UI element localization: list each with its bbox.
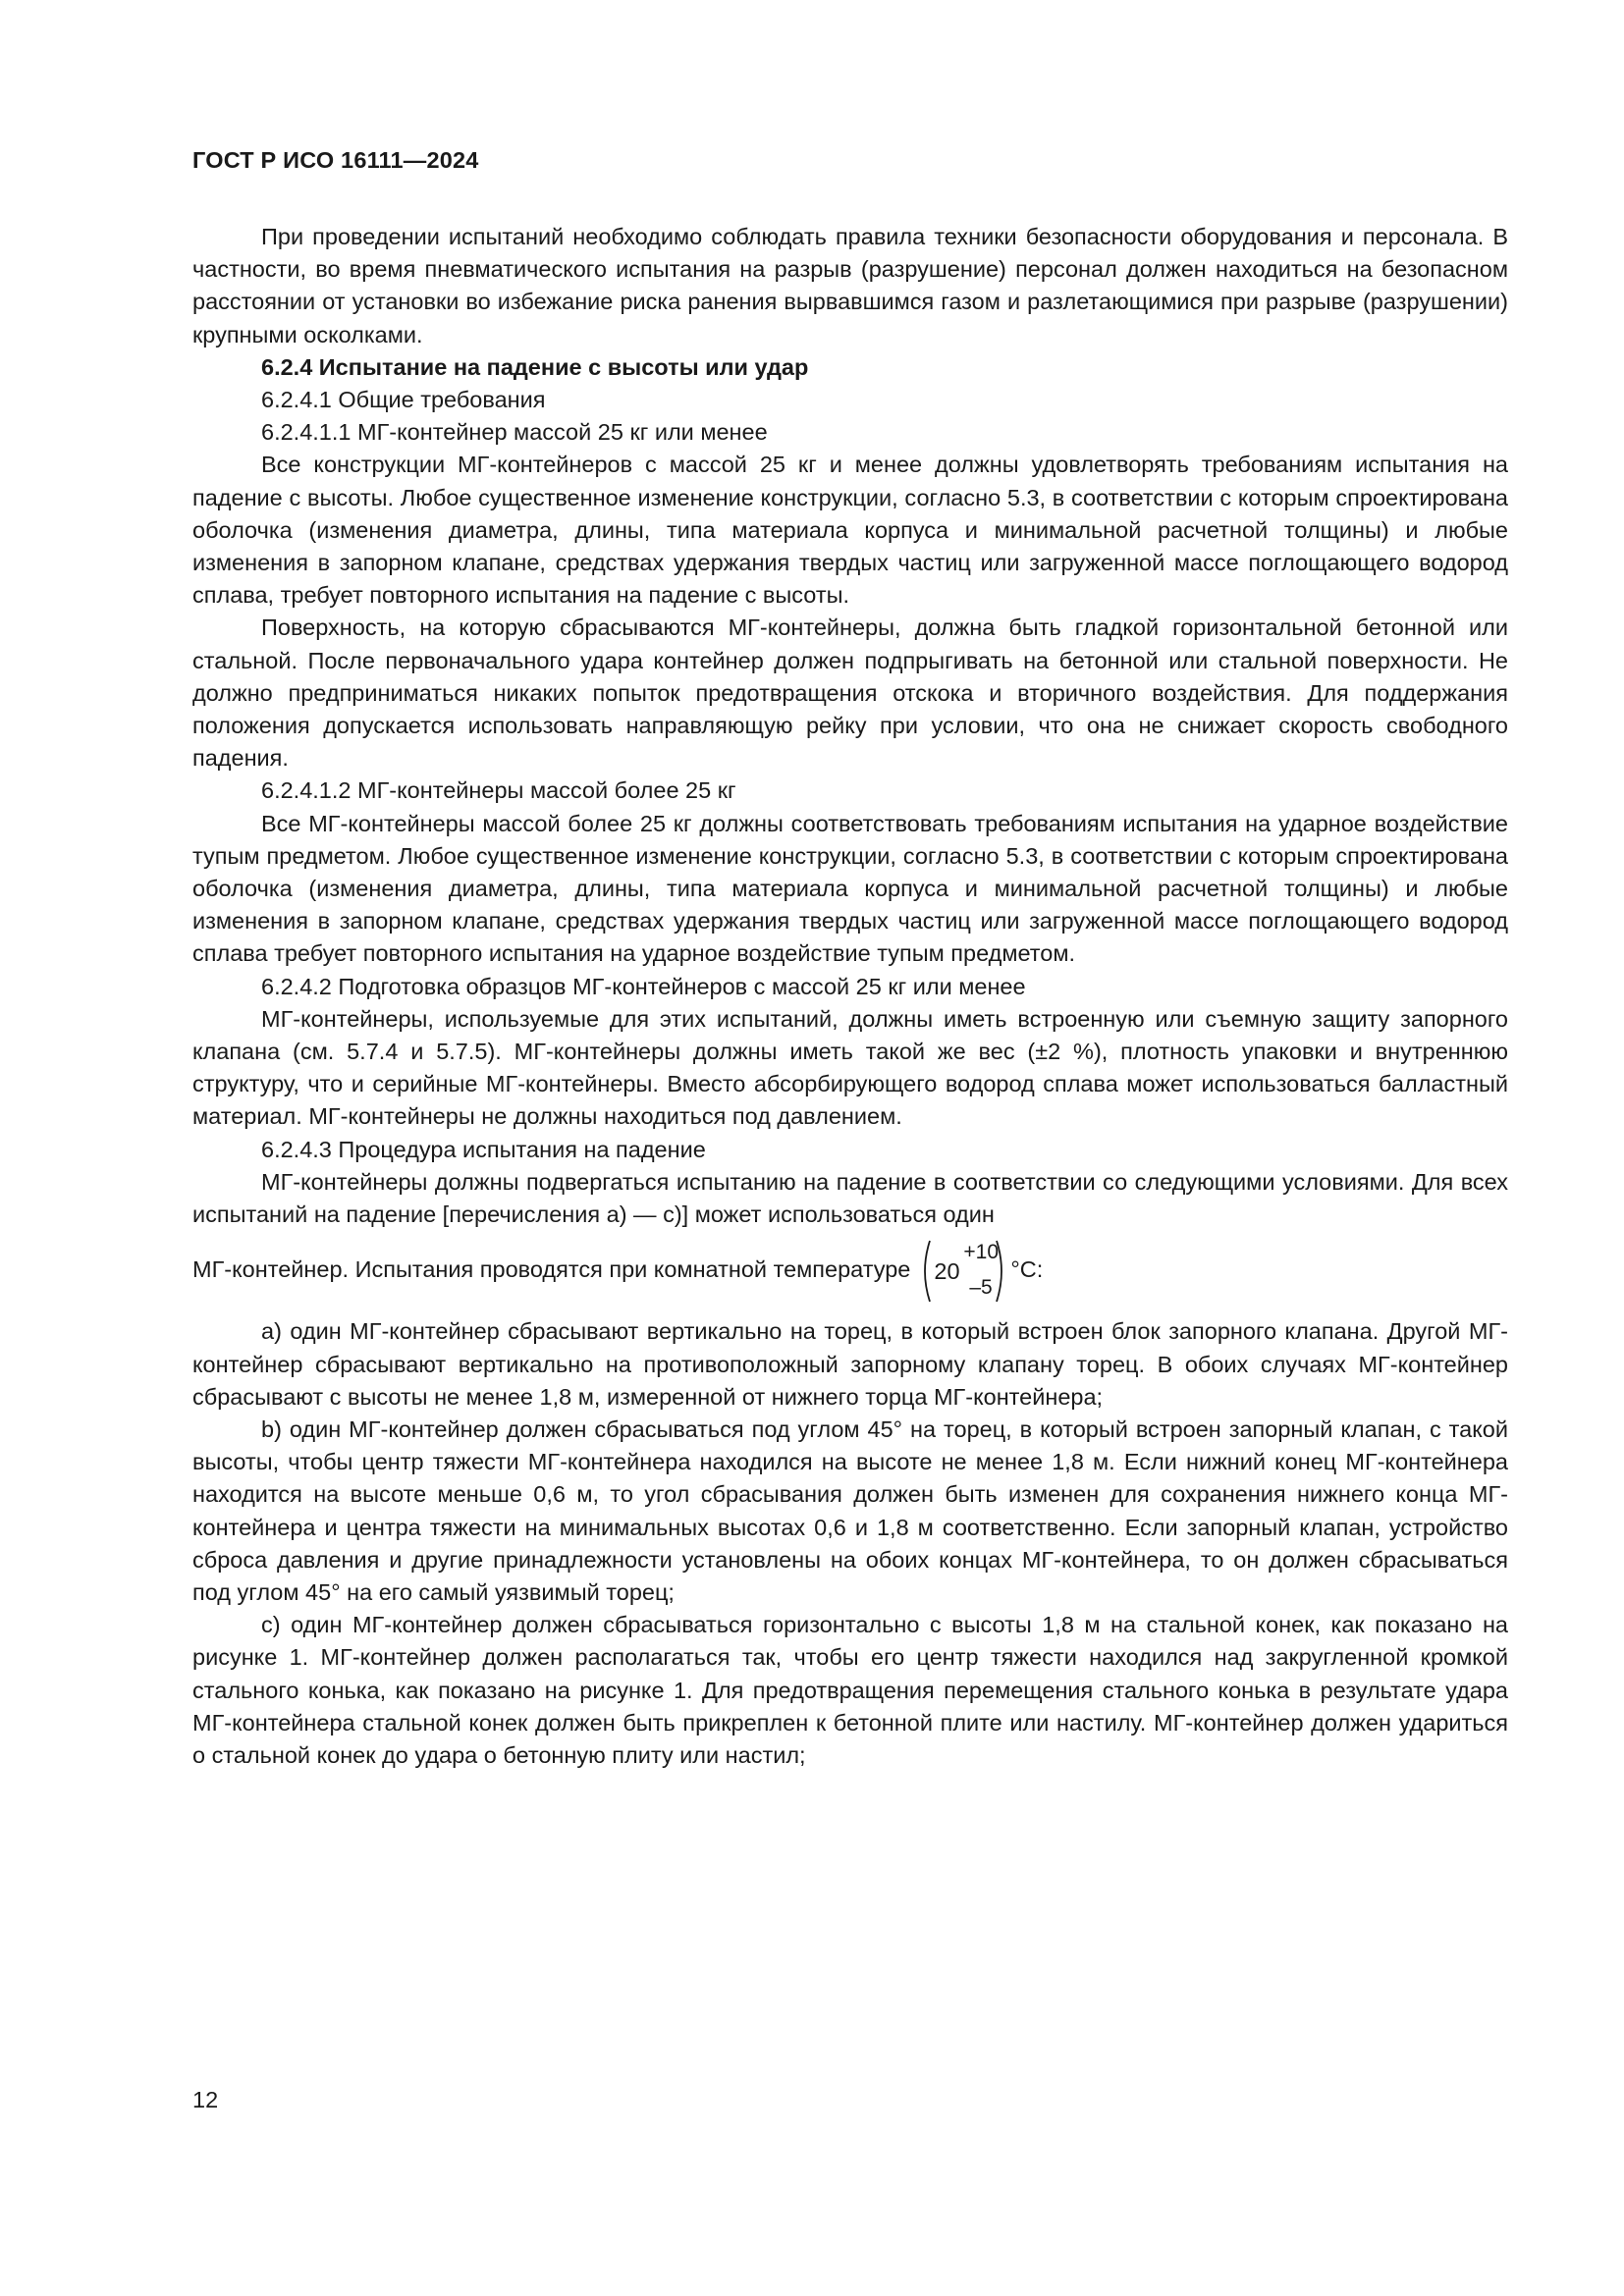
paragraph-temperature-formula	[192, 1239, 1508, 1304]
list-item-b: b) один МГ-контейнер должен сбрасываться под углом 45° на торец, в который встроен запорный клапан, с такой высоты, чтобы центр тяжести МГ-контейнера находился на высоте не менее 1,8 м. Если нижний конец МГ-контейнера находится на высоте меньше 0,6 м, то угол сбрасывания должен быть изменен для сохранения нижнего конца МГ-контейнера и центра тяжести на минимальных высотах 0,6 и 1,8 м соответственно. Если запорный клапан, устройство сброса давления и другие принадлежности установлены на обоих концах МГ-контейнера, то он должен сбрасываться под углом 45° на его самый уязвимый торец;	[192, 1415, 1508, 1605]
page-number: 12	[192, 2087, 219, 2112]
list-item-a: а) один МГ-контейнер сбрасывают вертикально на торец, в который встроен блок запорного клапана. Другой МГ-контейнер сбрасывают вертикально на противоположный запорному клапану торец. В обоих случаях МГ-контейнер сбрасывают с высоты не менее 1,8 м, измеренной от нижнего торца МГ-контейнера;	[192, 1318, 1508, 1410]
section-heading-6-2-4: 6.2.4 Испытание на падение с высоты или удар	[261, 353, 809, 380]
temperature-lower-tolerance: –5	[969, 1276, 993, 1300]
subsection-title-6-2-4-3: 6.2.4.3 Процедура испытания на падение	[261, 1136, 706, 1162]
subsection-title-6-2-4-1-1: 6.2.4.1.1 МГ-контейнер массой 25 кг или менее	[261, 419, 768, 446]
document-body	[192, 221, 1508, 1772]
temperature-upper-tolerance: +10	[963, 1241, 999, 1264]
paragraph-drop-conditions: МГ-контейнеры должны подвергаться испытанию на падение в соответствии со следующими условиями. Для всех испытаний на падение [перечисления а) — с)] может использоваться один	[192, 1168, 1508, 1228]
temperature-tolerance-formula	[920, 1239, 1006, 1304]
paragraph-safety: При проведении испытаний необходимо соблюдать правила техники безопасности оборудования и персонала. В частности, во время пневматического испытания на разрыв (разрушение) персонал должен находиться на безопасном расстоянии от установки во избежание риска ранения вырвавшимся газом и разлетающимися при разрыве (разрушении) крупными осколками.	[192, 224, 1508, 347]
paragraph-drop-surface: Поверхность, на которую сбрасываются МГ-контейнеры, должна быть гладкой горизонтальной бетонной или стальной. После первоначального удара контейнер должен подпрыгивать на бетонной или стальной поверхности. Не должно предприниматься никаких попыток предотвращения отскока и вторичного воздействия. Для поддержания положения допускается использовать направляющую рейку при условии, что она не снижает скорость свободного падения.	[192, 614, 1508, 772]
paragraph-sample-preparation: МГ-контейнеры, используемые для этих испытаний, должны иметь встроенную или съемную защиту запорного клапана (см. 5.7.4 и 5.7.5). МГ-контейнеры должны иметь такой же вес (±2 %), плотность упаковки и внутреннюю структуру, что и серийные МГ-контейнеры. Вместо абсорбирующего водород сплава может использоваться балластный материал. МГ-контейнеры не должны находиться под давлением.	[192, 1005, 1508, 1130]
subsection-title-6-2-4-1: 6.2.4.1 Общие требования	[261, 387, 546, 413]
subsection-title-6-2-4-2: 6.2.4.2 Подготовка образцов МГ-контейнеров с массой 25 кг или менее	[261, 973, 1026, 999]
paragraph-design-requirements: Все конструкции МГ-контейнеров с массой 25 кг и менее должны удовлетворять требованиям испытания на падение с высоты. Любое существенное изменение конструкции, согласно 5.3, в соответствии с которым спроектирована оболочка (изменения диаметра, длины, типа материала корпуса и минимальной расчетной толщины) и любые изменения в запорном клапане, средствах удержания твердых частиц или загруженной массе поглощающего водород сплава, требует повторного испытания на падение с высоты.	[192, 452, 1508, 609]
list-item-c: с) один МГ-контейнер должен сбрасываться горизонтально с высоты 1,8 м на стальной конек, как показано на рисунке 1. МГ-контейнер должен располагаться так, чтобы его центр тяжести находился над закругленной кромкой стального конька, как показано на рисунке 1. Для предотвращения перемещения стального конька в результате удара МГ-контейнера стальной конек должен быть прикреплен к бетонной плите или настилу. МГ-контейнер должен удариться о стальной конек до удара о бетонную плиту или настил;	[192, 1612, 1508, 1768]
paragraph-heavy-containers: Все МГ-контейнеры массой более 25 кг должны соответствовать требованиям испытания на ударное воздействие тупым предметом. Любое существенное изменение конструкции, согласно 5.3, в соответствии с которым спроектирована оболочка (изменения диаметра, длины, типа материала корпуса и минимальной расчетной толщины) и любые изменения в запорном клапане, средствах удержания твердых частиц или загруженной массе поглощающего водород сплава требует повторного испытания на ударное воздействие тупым предметом.	[192, 810, 1508, 967]
formula-leading-text: МГ-контейнер. Испытания проводятся при комнатной температуре	[192, 1256, 911, 1283]
document-code-header: ГОСТ Р ИСО 16111—2024	[192, 147, 479, 173]
temperature-unit: °С:	[1010, 1256, 1044, 1283]
subsection-title-6-2-4-1-2: 6.2.4.1.2 МГ-контейнеры массой более 25 кг	[261, 777, 736, 804]
temperature-base-value: 20	[934, 1258, 960, 1285]
